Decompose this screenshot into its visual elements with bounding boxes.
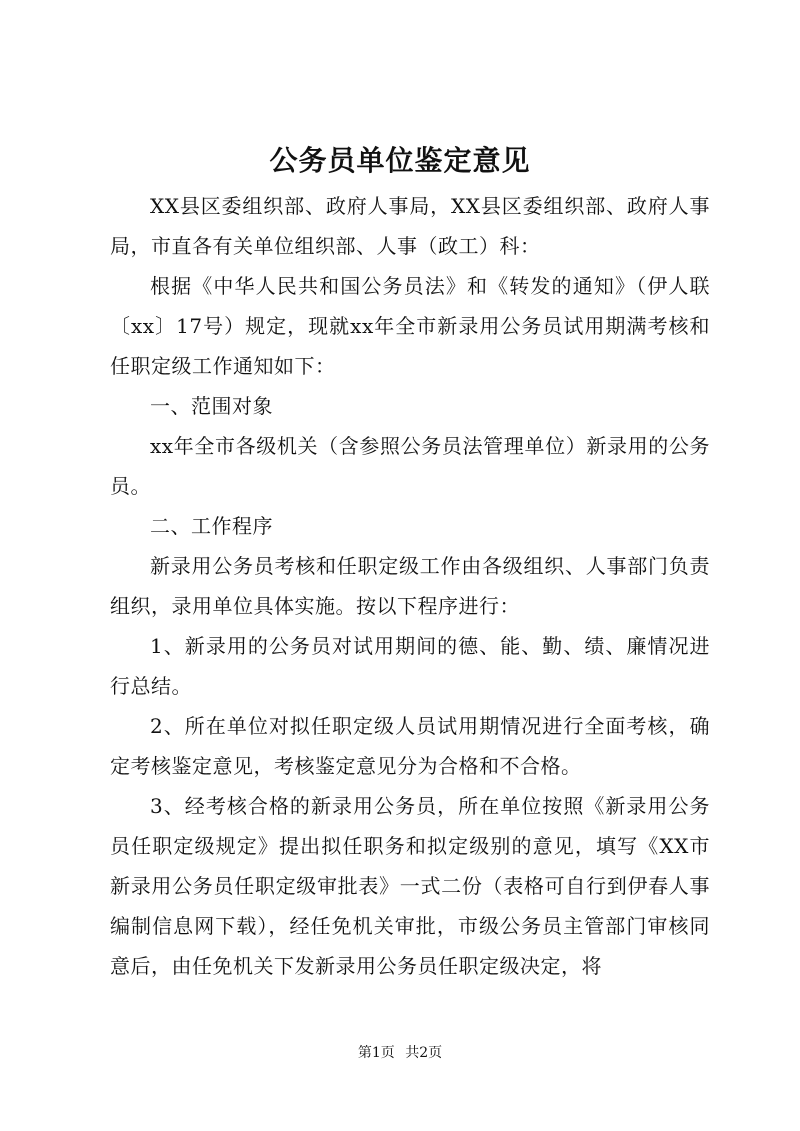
document-title: 公务员单位鉴定意见 [269,144,531,177]
paragraph-addressees: XX县区委组织部、政府人事局，XX县区委组织部、政府人事局，市直各有关单位组织部、人事（政工）科： [110,194,710,258]
page-footer [0,1043,800,1063]
paragraph-step-2: 2、所在单位对拟任职定级人员试用期情况进行全面考核，确定考核鉴定意见，考核鉴定意见分为合格和不合格。 [110,714,710,778]
paragraph-scope: xx年全市各级机关（含参照公务员法管理单位）新录用的公务员。 [110,434,710,498]
document-body [110,186,710,986]
paragraph-procedure-intro: 新录用公务员考核和任职定级工作由各级组织、人事部门负责组织，录用单位具体实施。按以下程序进行： [110,554,710,618]
page-number: 第1页 [357,1045,395,1061]
section-heading-procedure: 二、工作程序 [150,514,273,538]
paragraph-basis: 根据《中华人民共和国公务员法》和《转发的通知》（伊人联〔xx〕17号）规定，现就xx年全市新录用公务员试用期满考核和任职定级工作通知如下： [110,274,710,378]
section-heading-scope: 一、范围对象 [150,394,273,418]
page-total: 共2页 [405,1045,443,1061]
paragraph-step-3: 3、经考核合格的新录用公务员，所在单位按照《新录用公务员任职定级规定》提出拟任职务和拟定级别的意见，填写《XX市新录用公务员任职定级审批表》一式二份（表格可自行到伊春人事编制信息网下载），经任免机关审批，市级公务员主管部门审核同意后，由任免机关下发新录用公务员任职定级决定，将 [110,794,710,978]
paragraph-step-1: 1、新录用的公务员对试用期间的德、能、勤、绩、廉情况进行总结。 [110,634,710,698]
